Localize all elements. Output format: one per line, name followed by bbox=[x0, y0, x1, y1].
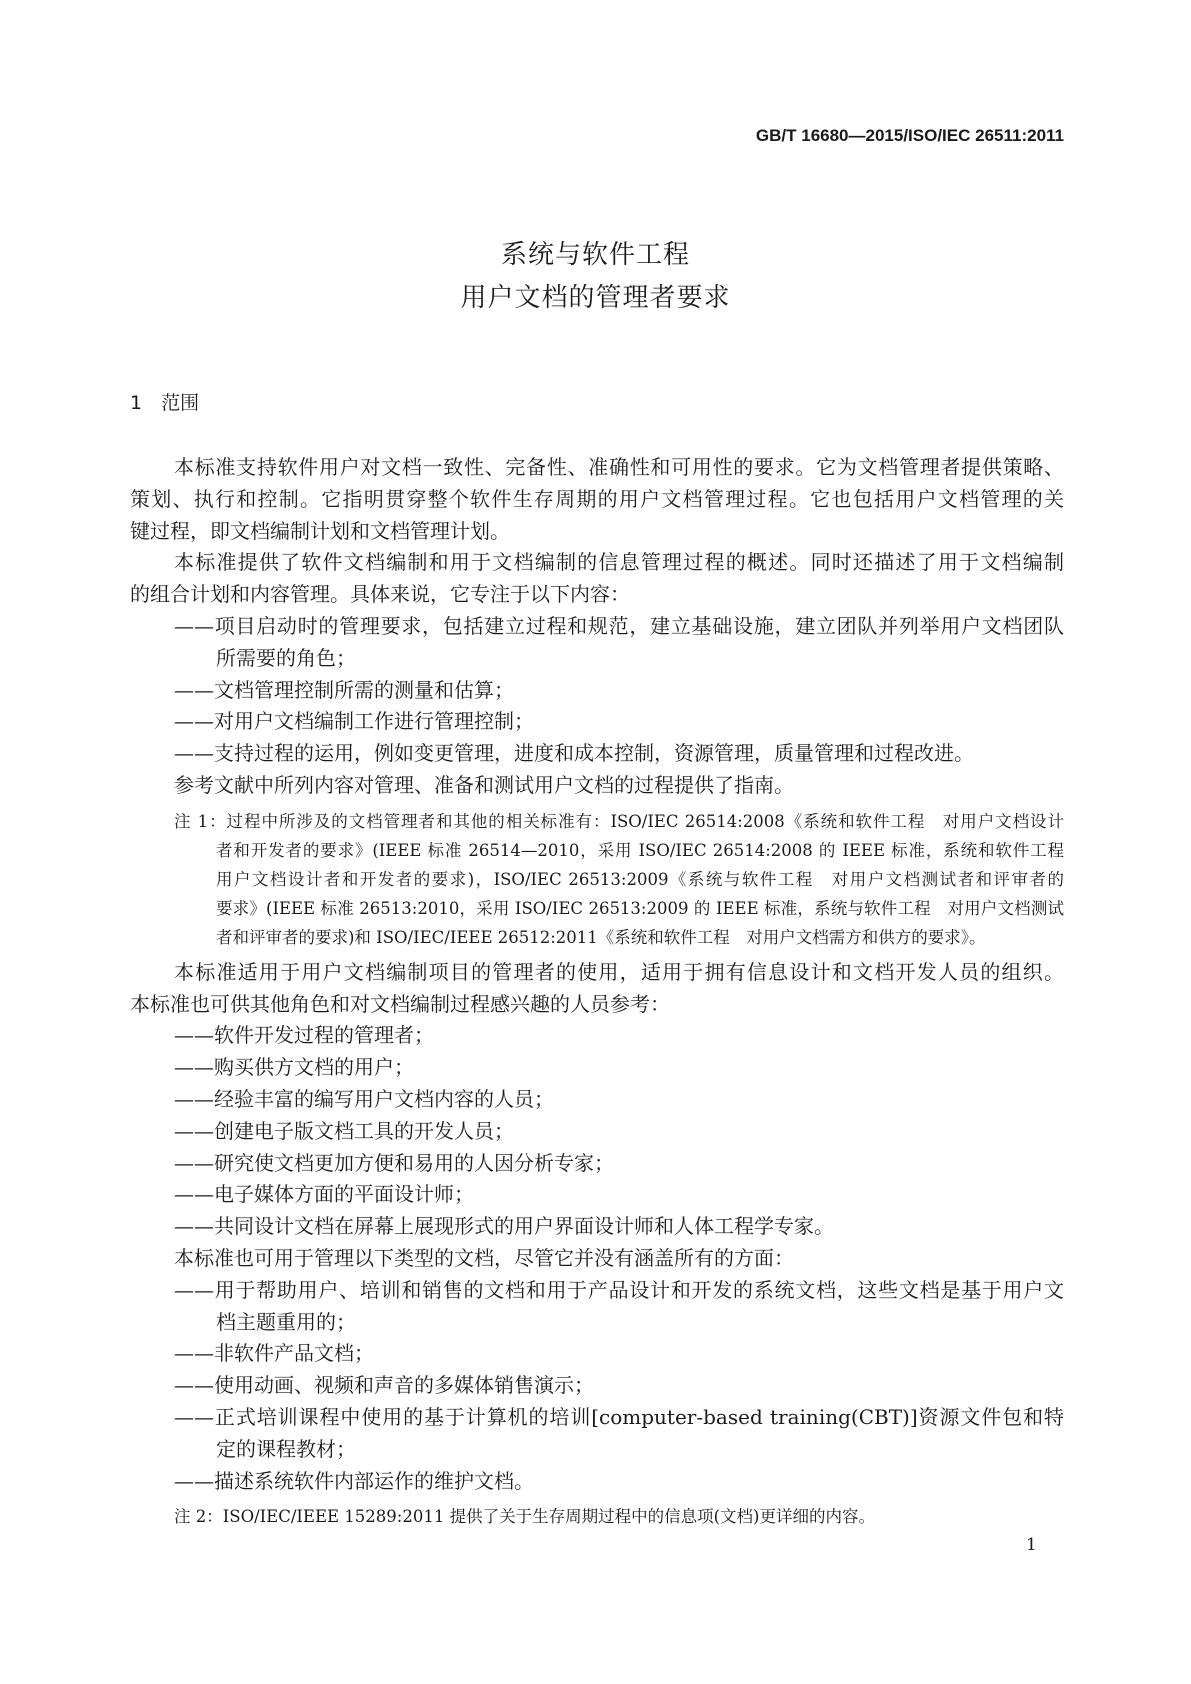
list-item-line: ——描述系统软件内部运作的维护文档。 bbox=[174, 1468, 534, 1493]
note-line: 注 1：过程中所涉及的文档管理者和其他的相关标准有：ISO/IEC 26514:2008《系统和软件工程 对用户文档设计 bbox=[174, 811, 1064, 831]
paragraph-line: 的组合计划和内容管理。具体来说，它专注于以下内容： bbox=[130, 582, 630, 607]
note-line: 要求》(IEEE 标准 26513:2010，采用 ISO/IEC 26513:2009 的 IEEE 标准，系统与软件工程 对用户文档测试 bbox=[216, 898, 1064, 918]
paragraph-line: 本标准适用于用户文档编制项目的管理者的使用，适用于拥有信息设计和文档开发人员的组织。 bbox=[174, 959, 1064, 984]
note-line: 者和评审者的要求)和 ISO/IEC/IEEE 26512:2011《系统和软件工程 对用户文档需方和供方的要求》。 bbox=[216, 927, 986, 947]
paragraph-line: 本标准也可用于管理以下类型的文档，尽管它并没有涵盖所有的方面： bbox=[174, 1245, 794, 1270]
document-title-line-1: 系统与软件工程 bbox=[500, 240, 690, 270]
list-item-line: ——用于帮助用户、培训和销售的文档和用于产品设计和开发的系统文档，这些文档是基于用户文 bbox=[174, 1277, 1064, 1302]
list-item-line: ——经验丰富的编写用户文档内容的人员； bbox=[174, 1086, 554, 1111]
list-item-line: ——非软件产品文档； bbox=[174, 1341, 374, 1366]
document-code-header: GB/T 16680—2015/ISO/IEC 26511:2011 bbox=[755, 126, 1064, 145]
list-item-line: ——项目启动时的管理要求，包括建立过程和规范，建立基础设施，建立团队并列举用户文档团队 bbox=[174, 613, 1064, 638]
list-item-line: ——支持过程的运用，例如变更管理，进度和成本控制，资源管理，质量管理和过程改进。 bbox=[174, 741, 974, 766]
list-item-line: ——正式培训课程中使用的基于计算机的培训[computer-based training(CBT)]资源文件包和特 bbox=[174, 1404, 1064, 1429]
section-heading: 1 范围 bbox=[130, 392, 200, 414]
list-item-line: ——软件开发过程的管理者； bbox=[174, 1023, 434, 1048]
paragraph-line: 本标准提供了软件文档编制和用于文档编制的信息管理过程的概述。同时还描述了用于文档编制 bbox=[174, 550, 1064, 575]
list-item-line: 定的课程教材； bbox=[216, 1436, 356, 1461]
paragraph-line: 参考文献中所列内容对管理、准备和测试用户文档的过程提供了指南。 bbox=[174, 772, 794, 797]
list-item-line: ——文档管理控制所需的测量和估算； bbox=[174, 677, 514, 702]
paragraph-line: 本标准支持软件用户对文档一致性、完备性、准确性和可用性的要求。它为文档管理者提供策略、 bbox=[174, 455, 1064, 479]
paragraph-line: 策划、执行和控制。它指明贯穿整个软件生存周期的用户文档管理过程。它也包括用户文档管理的关 bbox=[130, 486, 1064, 511]
note-line: 用户文档设计者和开发者的要求)，ISO/IEC 26513:2009《系统与软件工程 对用户文档测试者和评审者的 bbox=[216, 869, 1064, 889]
list-item-line: ——创建电子版文档工具的开发人员； bbox=[174, 1118, 514, 1143]
document-title-line-2: 用户文档的管理者要求 bbox=[460, 283, 731, 313]
list-item-line: ——电子媒体方面的平面设计师； bbox=[174, 1182, 474, 1207]
list-item-line: ——对用户文档编制工作进行管理控制； bbox=[174, 709, 534, 734]
paragraph-line: 键过程，即文档编制计划和文档管理计划。 bbox=[130, 518, 510, 543]
document-body bbox=[130, 452, 1064, 1531]
paragraph-line: 本标准也可供其他角色和对文档编制过程感兴趣的人员参考： bbox=[130, 991, 670, 1016]
list-item-line: 档主题重用的； bbox=[216, 1309, 356, 1334]
list-item-line: ——使用动画、视频和声音的多媒体销售演示； bbox=[174, 1373, 594, 1398]
note-line: 注 2：ISO/IEC/IEEE 15289:2011 提供了关于生存周期过程中的信息项(文档)更详细的内容。 bbox=[174, 1507, 875, 1527]
list-item-line: ——共同设计文档在屏幕上展现形式的用户界面设计师和人体工程学专家。 bbox=[174, 1214, 834, 1239]
note-line: 者和开发者的要求》(IEEE 标准 26514—2010，采用 ISO/IEC 26514:2008 的 IEEE 标准，系统和软件工程 bbox=[216, 840, 1064, 860]
list-item-line: ——研究使文档更加方便和易用的人因分析专家； bbox=[174, 1150, 614, 1175]
page-number: 1 bbox=[1026, 1535, 1037, 1555]
list-item-line: ——购买供方文档的用户； bbox=[174, 1055, 414, 1080]
list-item-line: 所需要的角色； bbox=[216, 645, 356, 670]
